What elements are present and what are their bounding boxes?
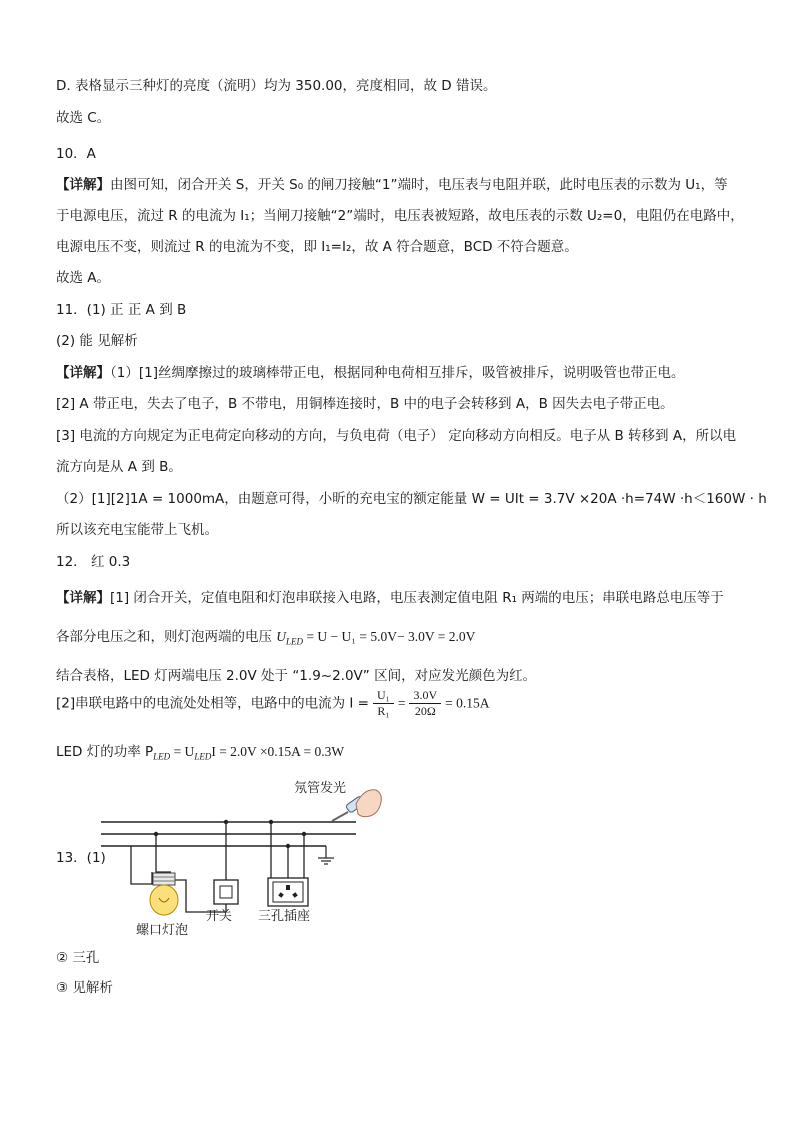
socket-label: 三孔插座 [258,909,311,924]
q10-text-1: 由图可知，闭合开关 S，开关 S₀ 的闸刀接触“1”端时，电压表与电阻并联，此时电压表的示数为 U₁，等 [110,177,728,193]
switch-icon [214,880,238,904]
q11-part1: 11．(1) 正 正 A 到 B [56,302,187,318]
q10-detail-2: 于电源电压，流过 R 的电流为 I₁；当闸刀接触“2”端时，电压表被短路，故电压表的示数 U₂=0，电阻仍在电路中， [56,208,744,224]
q12-detail-5: LED 灯的功率 $P_{LED} = U_{LED}I = 2.0V \times 0.15A = 0.3W$ [56,744,345,762]
q10-detail-3: 电源电压不变，则流过 R 的电流为不变，即 I₁=I₂，故 A 符合题意，BCD 不符合题意。 [56,239,578,255]
q13-part2: ② 三孔 [56,950,100,966]
hand-icon [356,790,381,817]
household-circuit-diagram [56,772,386,942]
detail-tag: 【详解】 [56,590,110,606]
three-pin-socket-icon [268,878,308,906]
answer-a: 故选 A。 [56,270,111,286]
q10-number: 10．A [56,146,96,162]
bulb-icon [150,873,178,915]
fraction-values: $\frac{3.0V}{20\Omega}$ [409,688,441,719]
q12-number: 12． 红 0.3 [56,554,131,570]
q11-detail-5: （2）[1][2]1A = 1000mA，由题意可得，小昕的充电宝的额定能量 W = UIt = 3.7V ×20A ·h=74W ·h＜160W · h [56,491,767,507]
fraction-u1-r1: $\frac{\text{U₁}}{\text{R₁}}$ [373,688,394,719]
q12-text-1: [1] 闭合开关，定值电阻和灯泡串联接入电路，电压表测定值电阻 R₁ 两端的电压；串联电路总电压等于 [110,590,724,606]
d-option-line: D. 表格显示三种灯的亮度（流明）均为 350.00，亮度相同，故 D 错误。 [56,78,497,94]
bulb-label: 螺口灯泡 [136,923,189,938]
detail-tag: 【详解】 [56,365,110,381]
q11-part2: (2) 能 见解析 [56,333,138,349]
neon-label: 氖管发光 [294,781,347,796]
q13-number: 13．(1) [56,850,106,866]
answer-c: 故选 C。 [56,110,111,126]
switch-label: 开关 [206,909,233,924]
q11-detail-6: 所以该充电宝能带上飞机。 [56,522,218,538]
q10-detail-1 [56,175,728,195]
q12-detail-2: 各部分电压之和，则灯泡两端的电压 $U_{LED} = U - U_1 = 5.0V- 3.0V = 2.0V$ [56,629,476,647]
q13-part3: ③ 见解析 [56,980,113,996]
q11-detail-4: 流方向是从 A 到 B。 [56,459,182,475]
q12-detail-3: 结合表格，LED 灯两端电压 2.0V 处于 “1.9~2.0V” 区间，对应发光颜色为红。 [56,668,537,684]
q11-detail-3: [3] 电流的方向规定为正电荷定向移动的方向，与负电荷（电子） 定向移动方向相反。电子从 B 转移到 A，所以电 [56,428,737,444]
detail-tag: 【详解】 [56,177,110,193]
q12-detail-1 [56,588,724,608]
q11-detail-2: [2] A 带正电，失去了电子，B 不带电，用铜棒连接时，B 中的电子会转移到 A，B 因失去电子带正电。 [56,396,674,412]
q11-detail-1 [56,363,684,383]
q11-text-1: （1）[1]丝绸摩擦过的玻璃棒带正电，根据同种电荷相互排斥，吸管被排斥，说明吸管也带正电。 [110,365,685,381]
q12-detail-4: [2]串联电路中的电流处处相等，电路中的电流为 I = $\frac{\text{U₁}}{\text{R₁}}$ = $\frac{3.0V}{20\Omega}$ = 0.15A [56,688,490,718]
